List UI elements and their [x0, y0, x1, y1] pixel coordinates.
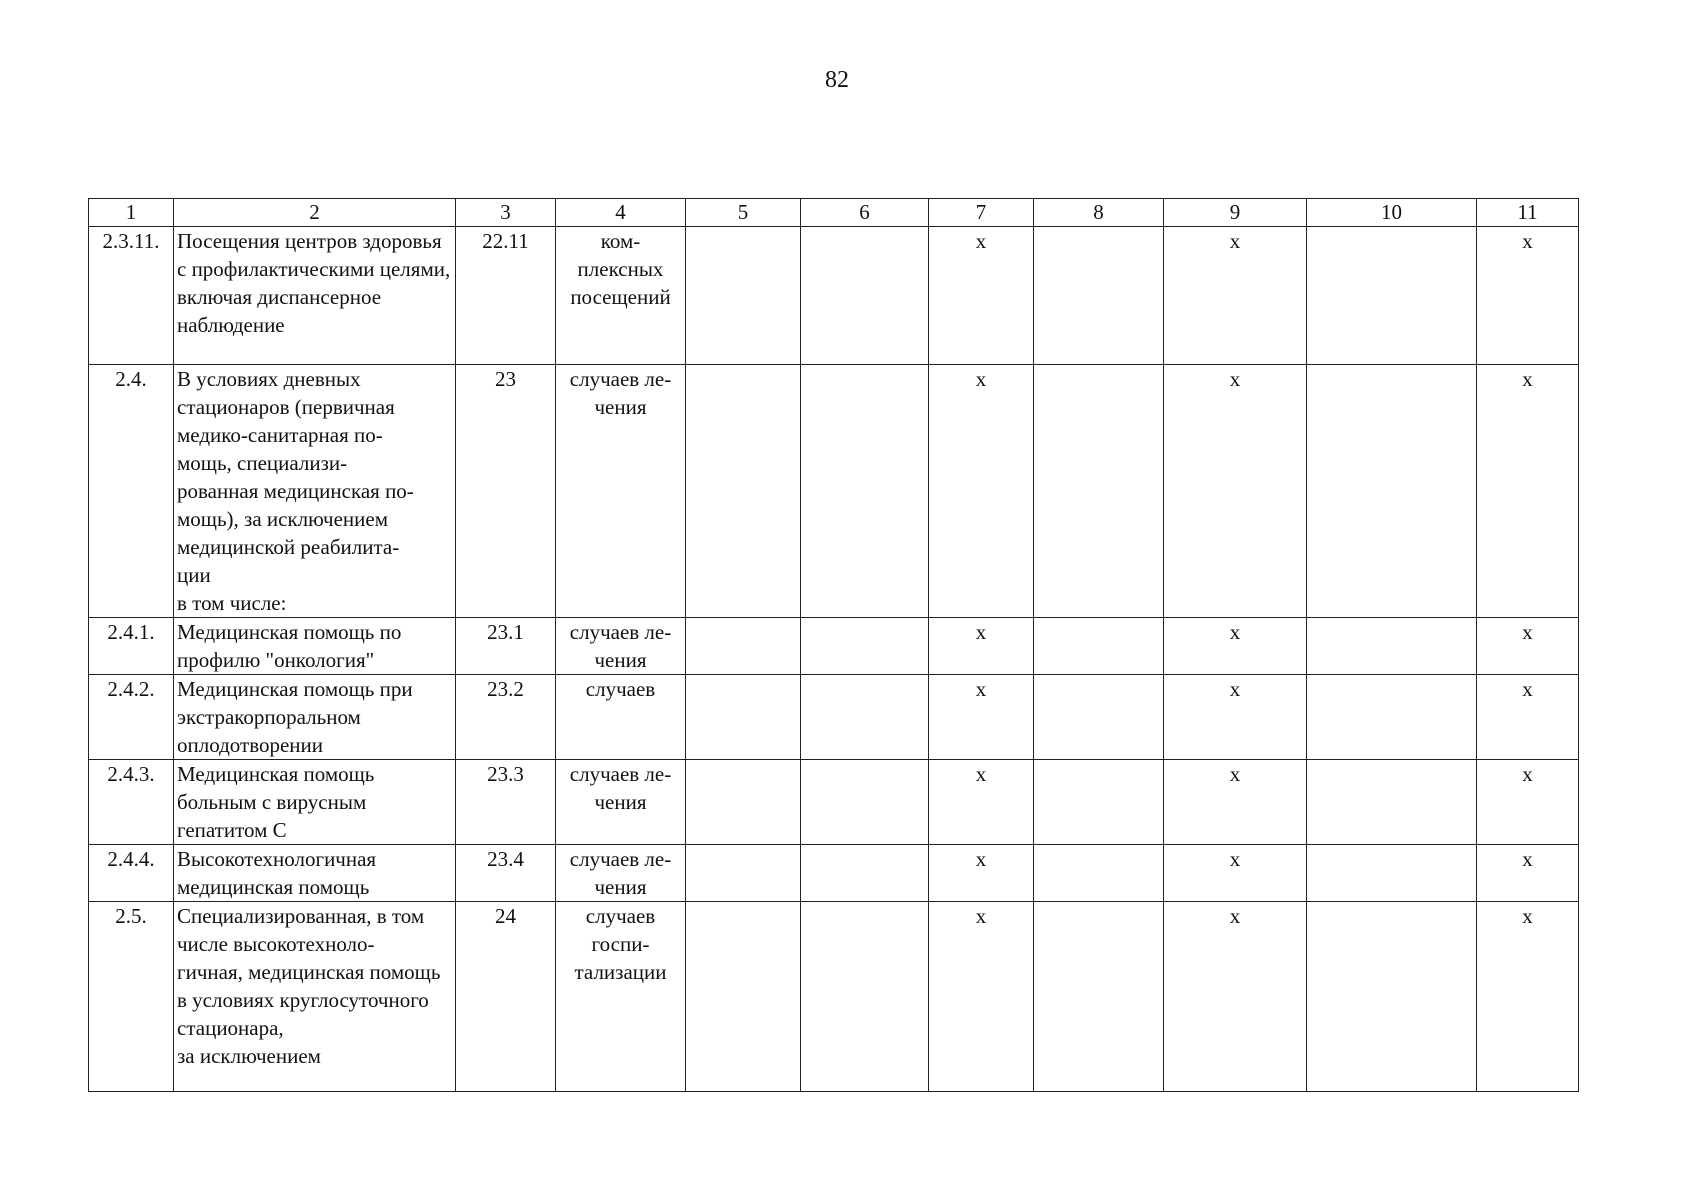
table-cell-code [456, 845, 556, 902]
table-cell-c8 [1034, 227, 1164, 365]
table-cell-c11 [1477, 618, 1579, 675]
column-header: 3 [456, 199, 556, 227]
table-cell-c6 [801, 618, 929, 675]
table-cell-c9 [1164, 902, 1307, 1092]
table-cell-name [174, 902, 456, 1092]
cell-text: х [1522, 762, 1533, 786]
table-cell-unit [556, 760, 686, 845]
table-cell-name [174, 618, 456, 675]
table-cell-c10 [1307, 760, 1477, 845]
cell-text: Медицинская помощь по профилю "онкология" [177, 620, 402, 672]
table-cell-c7 [929, 227, 1034, 365]
cell-text: 23.3 [487, 762, 524, 786]
table-cell-c5 [686, 760, 801, 845]
column-header: 9 [1164, 199, 1307, 227]
cell-text: 23.1 [487, 620, 524, 644]
table-row [89, 675, 1579, 760]
table-cell-c8 [1034, 845, 1164, 902]
table-cell-c10 [1307, 365, 1477, 618]
cell-text: 2.4.1. [107, 620, 155, 644]
cell-text: х [1522, 904, 1533, 928]
table-cell-num [89, 675, 174, 760]
cell-text: х [1522, 229, 1533, 253]
page-number: 82 [825, 67, 849, 93]
table-cell-c6 [801, 365, 929, 618]
cell-text: 2.4. [115, 367, 147, 391]
cell-text: х [1229, 904, 1241, 928]
cell-text: х [1229, 620, 1241, 644]
cell-text: 22.11 [482, 229, 529, 253]
table-cell-name [174, 365, 456, 618]
table-cell-c6 [801, 760, 929, 845]
cell-text: случаев ле- чения [569, 762, 672, 814]
table-cell-unit [556, 845, 686, 902]
table-cell-c9 [1164, 760, 1307, 845]
column-number-row [89, 199, 1579, 227]
table-cell-c11 [1477, 675, 1579, 760]
cell-text: 2.4.2. [107, 677, 155, 701]
table-cell-c8 [1034, 675, 1164, 760]
cell-text: 23.4 [487, 847, 524, 871]
table-cell-c5 [686, 365, 801, 618]
cell-text: х [975, 677, 987, 701]
cell-text: случаев ле- чения [569, 620, 672, 672]
cell-text: 24 [495, 904, 516, 928]
cell-text: х [1522, 847, 1533, 871]
table-cell-num [89, 618, 174, 675]
table-cell-c5 [686, 227, 801, 365]
column-header: 4 [556, 199, 686, 227]
table-cell-c5 [686, 675, 801, 760]
table-body [89, 227, 1579, 1092]
table-cell-c9 [1164, 227, 1307, 365]
table-cell-c9 [1164, 618, 1307, 675]
table-cell-c6 [801, 227, 929, 365]
column-header: 7 [929, 199, 1034, 227]
cell-text: 2.4.4. [107, 847, 155, 871]
table-cell-c11 [1477, 760, 1579, 845]
table-cell-c9 [1164, 845, 1307, 902]
cell-text: 2.4.3. [107, 762, 155, 786]
table-row [89, 902, 1579, 1092]
column-header: 6 [801, 199, 929, 227]
table-cell-c5 [686, 902, 801, 1092]
table-cell-code [456, 618, 556, 675]
table-row [89, 760, 1579, 845]
table-cell-c6 [801, 845, 929, 902]
table-cell-c7 [929, 365, 1034, 618]
cell-text: Посещения центров здоровья с профилактическими целями, включая диспансерное наблюдение [177, 229, 451, 337]
column-header: 8 [1034, 199, 1164, 227]
cell-text: х [1229, 847, 1241, 871]
column-header: 2 [174, 199, 456, 227]
cell-text: х [1522, 367, 1533, 391]
cell-text: 23 [495, 367, 516, 391]
table-cell-name [174, 845, 456, 902]
table-cell-c6 [801, 675, 929, 760]
table-cell-c8 [1034, 760, 1164, 845]
table-cell-c9 [1164, 675, 1307, 760]
table-cell-c7 [929, 845, 1034, 902]
table-cell-c8 [1034, 618, 1164, 675]
cell-text: х [1229, 762, 1241, 786]
table-cell-c9 [1164, 365, 1307, 618]
column-header: 11 [1477, 199, 1579, 227]
table-cell-code [456, 227, 556, 365]
table-cell-c5 [686, 845, 801, 902]
cell-text: х [975, 229, 987, 253]
table-row [89, 845, 1579, 902]
cell-text: В условиях дневных стационаров (первичная медико-санитарная по- мощь, специализи- рованная медицинская по- мощь), за исключением медицинской реабилита- ции в том числе: [177, 367, 414, 615]
table-cell-num [89, 365, 174, 618]
cell-text: х [975, 847, 987, 871]
table-cell-name [174, 675, 456, 760]
table-cell-c11 [1477, 365, 1579, 618]
cell-text: случаев госпи- тализации [574, 904, 667, 984]
report-table [88, 198, 1579, 1092]
table-cell-c11 [1477, 902, 1579, 1092]
table-row [89, 365, 1579, 618]
table-cell-code [456, 675, 556, 760]
cell-text: х [975, 762, 987, 786]
table-cell-unit [556, 365, 686, 618]
table-cell-c7 [929, 618, 1034, 675]
cell-text: Специализированная, в том числе высокотехноло- гичная, медицинская помощь в условиях круглосуточного стационара, за исключением [177, 904, 441, 1068]
table-cell-c10 [1307, 675, 1477, 760]
cell-text: х [1229, 367, 1241, 391]
table-row [89, 618, 1579, 675]
table-cell-unit [556, 675, 686, 760]
cell-text: 2.3.11. [102, 229, 160, 253]
table-cell-num [89, 845, 174, 902]
table-cell-c10 [1307, 902, 1477, 1092]
table-row [89, 227, 1579, 365]
table-cell-c7 [929, 760, 1034, 845]
cell-text: х [975, 367, 987, 391]
table-cell-code [456, 760, 556, 845]
table-cell-c10 [1307, 227, 1477, 365]
cell-text: х [1229, 229, 1241, 253]
table-cell-name [174, 227, 456, 365]
table-cell-num [89, 760, 174, 845]
table-cell-c7 [929, 675, 1034, 760]
table-cell-c5 [686, 618, 801, 675]
table-cell-c7 [929, 902, 1034, 1092]
table-cell-c8 [1034, 902, 1164, 1092]
table-cell-c11 [1477, 845, 1579, 902]
table-cell-c10 [1307, 618, 1477, 675]
table-cell-name [174, 760, 456, 845]
cell-text: 2.5. [115, 904, 147, 928]
cell-text: Медицинская помощь больным с вирусным гепатитом С [177, 762, 375, 842]
cell-text: х [1522, 677, 1533, 701]
table-cell-num [89, 227, 174, 365]
cell-text: х [975, 904, 987, 928]
cell-text: случаев ле- чения [569, 367, 672, 419]
table-cell-code [456, 365, 556, 618]
cell-text: 23.2 [487, 677, 524, 701]
table-cell-unit [556, 902, 686, 1092]
table-cell-code [456, 902, 556, 1092]
table-cell-unit [556, 227, 686, 365]
cell-text: случаев ле- чения [569, 847, 672, 899]
column-header: 10 [1307, 199, 1477, 227]
table-cell-c11 [1477, 227, 1579, 365]
cell-text: Высокотехнологичная медицинская помощь [177, 847, 377, 899]
cell-text: х [975, 620, 987, 644]
column-header: 1 [89, 199, 174, 227]
cell-text: х [1229, 677, 1241, 701]
table-cell-num [89, 902, 174, 1092]
cell-text: ком- плексных посещений [570, 229, 671, 309]
table-cell-unit [556, 618, 686, 675]
column-header: 5 [686, 199, 801, 227]
cell-text: случаев [585, 677, 656, 701]
table-cell-c10 [1307, 845, 1477, 902]
cell-text: Медицинская помощь при экстракорпоральном оплодотворении [177, 677, 413, 757]
table-cell-c8 [1034, 365, 1164, 618]
cell-text: х [1522, 620, 1533, 644]
table-cell-c6 [801, 902, 929, 1092]
